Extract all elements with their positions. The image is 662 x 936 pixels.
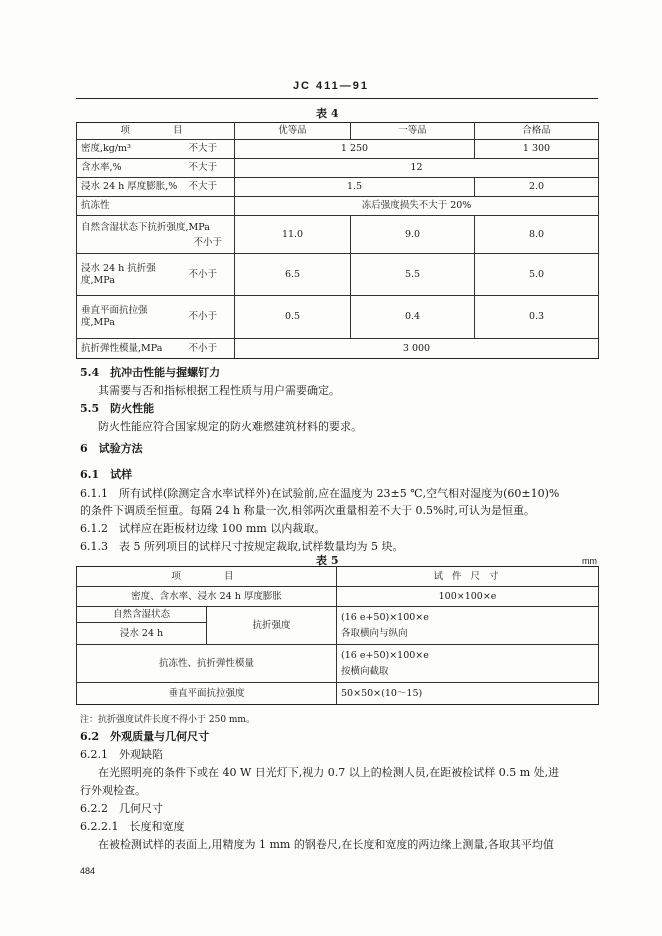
row-swelling-name: 浸水 24 h 厚度膨胀,% — [77, 178, 185, 197]
t5-row2-group: 抗折强度 — [207, 607, 337, 645]
row-flexdry-cond: 不小于 — [193, 236, 223, 248]
table5-header-size: 试 件 尺 寸 — [337, 567, 599, 587]
row-flexdry-v1: 11.0 — [235, 216, 351, 254]
section-6-2-1-title: 6.2.1 外观缺陷 — [80, 748, 163, 761]
row-flexwet-v2: 5.5 — [351, 254, 475, 296]
row-modulus-cond: 不小于 — [185, 339, 235, 359]
row-tensile-name: 垂直平面抗拉强度,MPa — [77, 296, 185, 339]
table5-unit: mm — [582, 556, 597, 566]
row-frost-value: 冻后强度损失不大于 20% — [235, 197, 599, 216]
row-density-v1: 1 250 — [235, 140, 475, 159]
table4-header-grade3: 合格品 — [475, 123, 599, 140]
row-flexwet-name: 浸水 24 h 抗折强度,MPa — [77, 254, 185, 296]
table5-header-item: 项 目 — [77, 567, 337, 587]
t5-row2-size-cell — [337, 607, 599, 645]
para-6-1-1-b: 的条件下调质至恒重。每隔 24 h 称量一次,相邻两次重量相差不大于 0.5%时,可认为是恒重。 — [80, 504, 536, 517]
t5-row2-state1: 自然含湿状态 — [77, 607, 207, 623]
section-6-1-title: 6.1 试样 — [80, 468, 133, 481]
section-6-2-title: 6.2 外观质量与几何尺寸 — [80, 730, 210, 743]
row-frost-name: 抗冻性 — [77, 197, 235, 216]
row-tensile-v1: 0.5 — [235, 296, 351, 339]
section-6-2-1-text2: 行外观检查。 — [80, 784, 146, 797]
t5-row3-name: 抗冻性、抗折弹性模量 — [77, 645, 337, 683]
standard-code: JC 411—91 — [292, 80, 370, 92]
t5-row2-size1: (16 e+50)×100×e — [341, 611, 429, 623]
row-flexdry-label — [77, 216, 235, 254]
row-moisture-value: 12 — [235, 159, 599, 178]
t5-row4-size: 50×50×(10～15) — [337, 683, 599, 705]
row-tensile-v3: 0.3 — [475, 296, 599, 339]
table4-header-grade1: 优等品 — [235, 123, 351, 140]
t5-row3-size1: (16 e+50)×100×e — [341, 649, 429, 661]
row-moisture-name: 含水率,% — [77, 159, 185, 178]
row-swelling-v1: 1.5 — [235, 178, 475, 197]
row-swelling-cond: 不大于 — [185, 178, 235, 197]
t5-row3-size-cell — [337, 645, 599, 683]
row-flexwet-v3: 5.0 — [475, 254, 599, 296]
t5-row2-size2: 各取横向与纵向 — [341, 627, 408, 639]
table4 — [76, 122, 599, 359]
row-flexdry-v2: 9.0 — [351, 216, 475, 254]
row-tensile-cond: 不小于 — [185, 296, 235, 339]
table4-header-item: 项 目 — [77, 123, 235, 140]
table4-header-grade2: 一等品 — [351, 123, 475, 140]
para-6-1-1-a: 6.1.1 所有试样(除测定含水率试样外)在试验前,应在温度为 23±5 ℃,空气相对湿度为(60±10)% — [80, 487, 560, 500]
row-density-name: 密度,kg/m³ — [77, 140, 185, 159]
t5-row3-size2: 按横向截取 — [341, 665, 389, 677]
row-flexwet-cond: 不小于 — [185, 254, 235, 296]
table5-note: 注：抗折强度试件长度不得小于 250 mm。 — [80, 715, 255, 725]
row-modulus-value: 3 000 — [235, 339, 599, 359]
page-number: 484 — [80, 866, 96, 876]
t5-row2-state2: 浸水 24 h — [77, 623, 207, 645]
row-density-cond: 不大于 — [185, 140, 235, 159]
row-flexwet-v1: 6.5 — [235, 254, 351, 296]
section-5-5-text: 防火性能应符合国家规定的防火难燃建筑材料的要求。 — [98, 420, 362, 433]
row-tensile-v2: 0.4 — [351, 296, 475, 339]
para-6-1-3: 6.1.3 表 5 所列项目的试样尺寸按规定裁取,试样数量均为 5 块。 — [80, 540, 404, 553]
section-5-5-title: 5.5 防火性能 — [80, 402, 155, 415]
section-6-title: 6 试验方法 — [80, 442, 143, 455]
row-flexdry-v3: 8.0 — [475, 216, 599, 254]
row-density-v3: 1 300 — [475, 140, 599, 159]
section-6-2-2-1-title: 6.2.2.1 长度和宽度 — [80, 820, 185, 833]
row-modulus-name: 抗折弹性模量,MPa — [77, 339, 185, 359]
t5-row1-size: 100×100×e — [337, 587, 599, 607]
section-6-2-2-1-text: 在被检测试样的表面上,用精度为 1 mm 的钢卷尺,在长度和宽度的两边缘上测量,各取其平均值 — [98, 838, 554, 851]
section-6-2-2-title: 6.2.2 几何尺寸 — [80, 802, 163, 815]
para-6-1-2: 6.1.2 试样应在距板材边缘 100 mm 以内裁取。 — [80, 522, 326, 535]
table5-caption: 表 5 — [316, 554, 339, 567]
t5-row4-name: 垂直平面抗拉强度 — [77, 683, 337, 705]
table4-caption: 表 4 — [316, 107, 339, 120]
section-6-2-1-text1: 在光照明亮的条件下或在 40 W 日光灯下,视力 0.7 以上的检测人员,在距被检试样 0.5 m 处,进 — [98, 766, 560, 779]
row-swelling-v3: 2.0 — [475, 178, 599, 197]
header-rule — [76, 98, 598, 99]
row-flexdry-name: 自然含湿状态下抗折强度,MPa — [81, 221, 210, 233]
section-5-4-text: 其需要与否和指标根据工程性质与用户需要确定。 — [98, 384, 340, 397]
table5 — [76, 566, 599, 705]
t5-row1-name: 密度、含水率、浸水 24 h 厚度膨胀 — [77, 587, 337, 607]
section-5-4-title: 5.4 抗冲击性能与握螺钉力 — [80, 366, 221, 379]
row-moisture-cond: 不大于 — [185, 159, 235, 178]
